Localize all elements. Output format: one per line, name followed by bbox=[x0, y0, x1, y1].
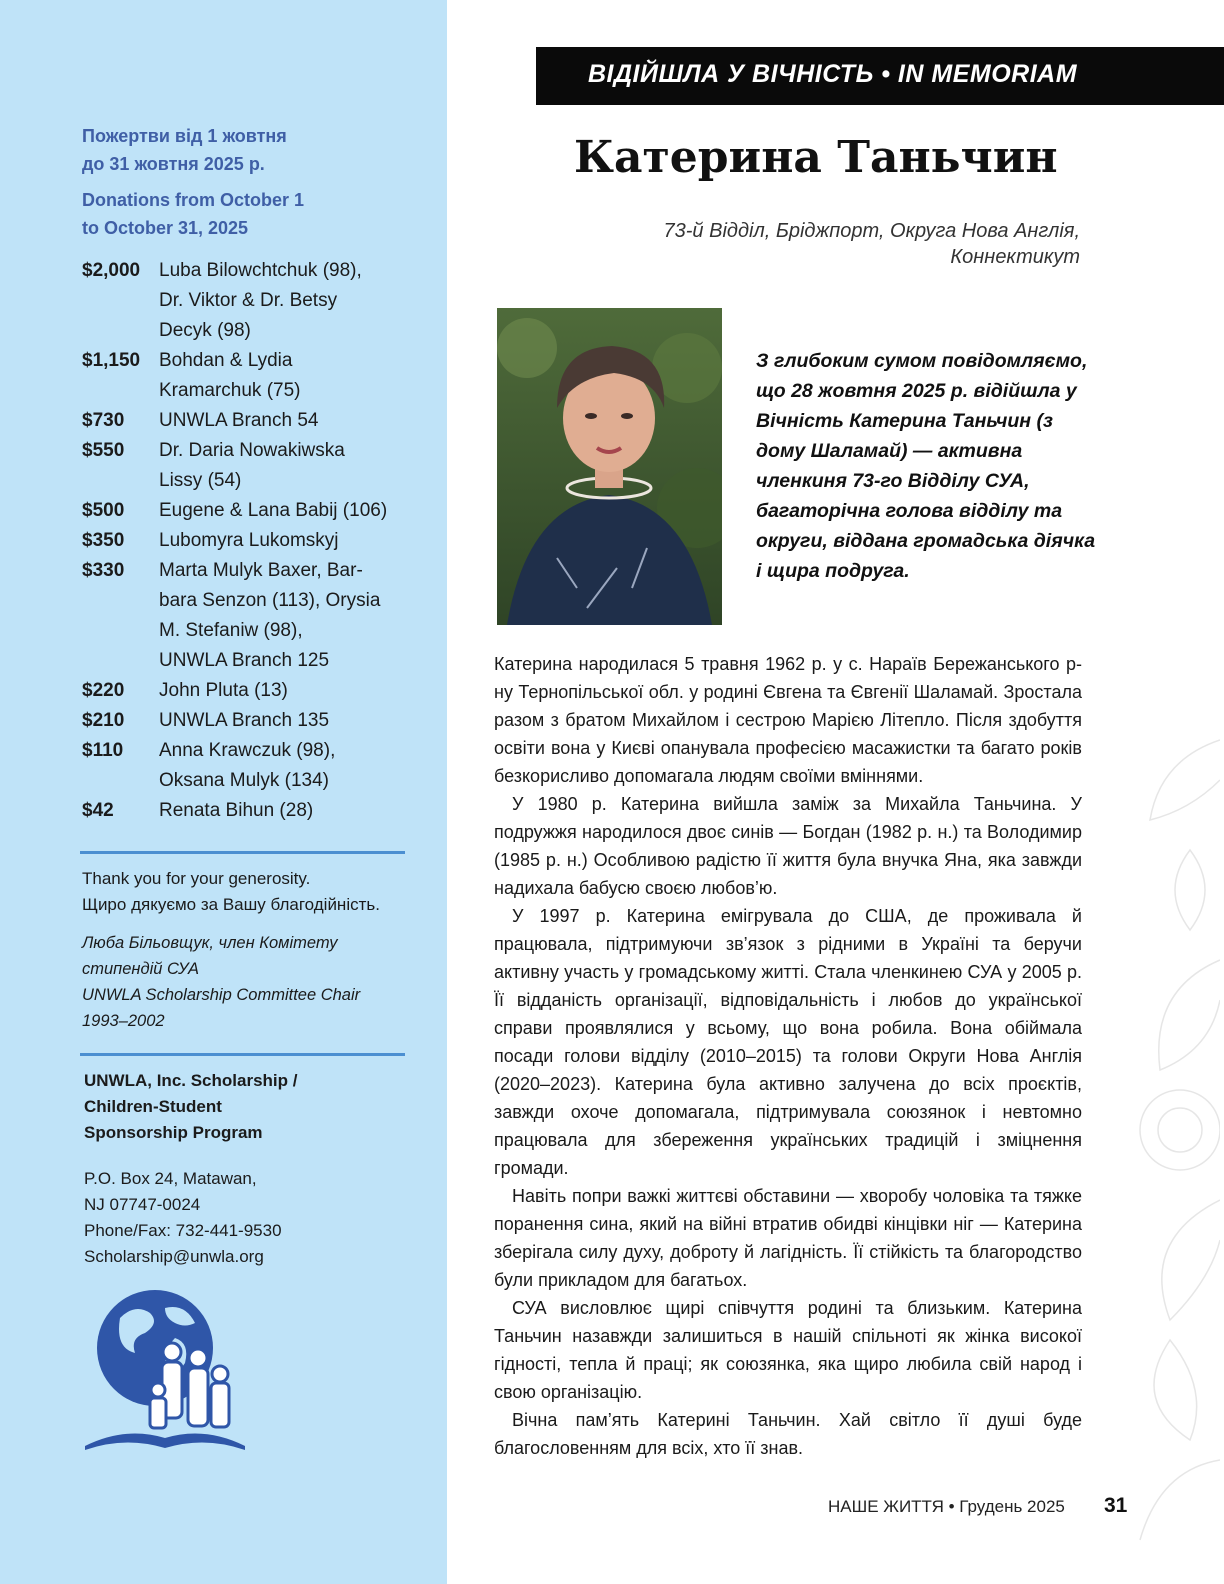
donation-row bbox=[82, 346, 422, 406]
section-banner: ВІДІЙШЛА У ВІЧНІСТЬ • IN MEMORIAM bbox=[536, 47, 1224, 105]
donation-row bbox=[82, 706, 422, 736]
donor-names bbox=[159, 436, 422, 496]
donation-row bbox=[82, 256, 422, 346]
donation-amount: $220 bbox=[82, 680, 125, 701]
donor-name-line: Dr. Viktor & Dr. Betsy bbox=[159, 290, 338, 311]
portrait-photo bbox=[497, 308, 722, 625]
page-number: 31 bbox=[1104, 1494, 1128, 1517]
program-name: UNWLA, Inc. Scholarship / Children-Student Sponsorship Program bbox=[84, 1071, 298, 1142]
donation-row bbox=[82, 526, 422, 556]
donor-name-line: Decyk (98) bbox=[159, 320, 251, 341]
donor-names bbox=[159, 256, 422, 346]
article-paragraph: Навіть попри важкі життєві обставини — хворобу чоловіка та тяжке поранення сина, який на війні втратив обидві кінцівки ніг — Катерина зберігала силу духу, доброту й лагідність. Її стійкість та благородство були прикладом для багатьох. bbox=[494, 1186, 1082, 1290]
donations-heading-en: Donations from October 1 to October 31, 2025 bbox=[82, 190, 305, 238]
donor-name-line: Dr. Daria Nowakiwska bbox=[159, 440, 345, 461]
unwla-scholarship-logo-icon bbox=[80, 1278, 250, 1458]
donor-names bbox=[159, 526, 422, 556]
article-paragraph: Вічна пам’ять Катерині Таньчин. Хай світло її душі буде благословенням для всіх, хто її знав. bbox=[494, 1410, 1082, 1458]
article-paragraph: У 1997 р. Катерина емігрувала до США, де проживала й працювала, підтримуючи зв’язок з рідними в Україні та беручи активну участь у громадському житті. Стала членкинею СУА у 2005 р. Її відданість організації, відповідальність і любов до української справи проявлялися у всьому, що вона робила. Вона обіймала посади голови відділу (2010–2015) та голови Округи Нова Англія (2020–2023). Катерина була активно залучена до всіх проєктів, завжди охоче допомагала, підтримувала союзянок і невтомно працювала для збереження українських традицій і зміцнення громади. bbox=[494, 906, 1082, 1178]
article-paragraph: СУА висловлює щирі співчуття родині та близьким. Катерина Таньчин назавжди залишиться в нашій спільноті як жінка високої гідності, тепла й праці; як союзянка, яка щиро любила свій народ і свою організацію. bbox=[494, 1298, 1082, 1402]
donor-name-line: UNWLA Branch 135 bbox=[159, 710, 330, 731]
donor-names bbox=[159, 346, 422, 406]
donor-names bbox=[159, 676, 422, 706]
donor-name-line: Renata Bihun (28) bbox=[159, 800, 314, 821]
donor-name-line: Anna Krawczuk (98), bbox=[159, 740, 336, 761]
donor-name-line: Lissy (54) bbox=[159, 470, 242, 491]
donation-amount: $42 bbox=[82, 800, 114, 821]
donor-name-line: Marta Mulyk Baxer, Bar- bbox=[159, 560, 363, 581]
donation-amount: $350 bbox=[82, 530, 125, 551]
donation-row bbox=[82, 676, 422, 706]
donor-names bbox=[159, 496, 422, 526]
donor-names bbox=[159, 406, 422, 436]
donor-name-line: UNWLA Branch 54 bbox=[159, 410, 319, 431]
donation-amount: $110 bbox=[82, 740, 124, 761]
article-paragraph: Катерина народилася 5 травня 1962 р. у с. Нараїв Бережанського р-ну Тернопільської обл. у родині Євгена та Євгенії Шаламай. Зростала разом з братом Михайлом і сестрою Марією Літепло. Після здобуття освіти вона у Києві опанувала професією масажистки та багато років безкорисливо допомагала людям своїми вміннями. bbox=[494, 654, 1082, 786]
donation-amount: $500 bbox=[82, 500, 125, 521]
thanks-note: Thank you for your generosity. Щиро дякуємо за Вашу благодійність. bbox=[82, 869, 380, 914]
donation-amount: $550 bbox=[82, 440, 125, 461]
signature: Люба Більовщук, член Комітету стипендій СУА UNWLA Scholarship Committee Chair 1993–2002 bbox=[82, 934, 361, 1030]
email-link[interactable]: Scholarship@unwla.org bbox=[84, 1247, 264, 1266]
donation-row bbox=[82, 406, 422, 436]
donor-name-line: Kramarchuk (75) bbox=[159, 380, 301, 401]
donation-amount: $730 bbox=[82, 410, 125, 431]
donation-amount: $2,000 bbox=[82, 260, 141, 281]
donor-names bbox=[159, 796, 422, 826]
donor-name-line: Lubomyra Lukomskyj bbox=[159, 530, 339, 551]
donor-names bbox=[159, 556, 422, 676]
donation-amount: $330 bbox=[82, 560, 125, 581]
donation-row bbox=[82, 796, 422, 826]
branch-location: 73-й Відділ, Бріджпорт, Округа Нова Англія, Коннектикут bbox=[663, 220, 1080, 268]
donor-name-line: Eugene & Lana Babij (106) bbox=[159, 500, 388, 521]
donations-list bbox=[82, 256, 422, 826]
floral-background-icon bbox=[1070, 700, 1220, 1560]
donor-name-line: Luba Bilowchtchuk (98), bbox=[159, 260, 362, 281]
donations-sidebar bbox=[0, 0, 447, 1584]
donor-name-line: Bohdan & Lydia bbox=[159, 350, 293, 371]
donor-name-line: M. Stefaniw (98), bbox=[159, 620, 303, 641]
donor-name-line: Oksana Mulyk (134) bbox=[159, 770, 330, 791]
footer-magazine: НАШЕ ЖИТТЯ • Грудень 2025 bbox=[828, 1497, 1065, 1516]
lead-paragraph: З глибоким сумом повідомляємо, що 28 жовтня 2025 р. відійшла у Вічність Катерина Таньчин (з дому Шаламай) — активна членкиня 73-го Відділу СУА, багаторічна голова відділу та округи, віддана громадська діячка і щира подруга. bbox=[756, 350, 1096, 582]
donation-amount: $210 bbox=[82, 710, 125, 731]
donation-amount: $1,150 bbox=[82, 350, 141, 371]
donation-row bbox=[82, 496, 422, 526]
donor-name-line: bara Senzon (113), Orysia bbox=[159, 590, 381, 611]
page-title: Катерина Таньчин bbox=[574, 132, 1058, 183]
article-paragraph: У 1980 р. Катерина вийшла заміж за Михайла Таньчина. У подружжя народилося двоє синів — Богдан (1982 р. н.) та Володимир (1985 р. н.) Особливою радістю її життя була внучка Яна, яка завжди надихала бабусю своєю любов’ю. bbox=[494, 794, 1082, 898]
donor-name-line: John Pluta (13) bbox=[159, 680, 288, 701]
donor-name-line: UNWLA Branch 125 bbox=[159, 650, 330, 671]
donor-names bbox=[159, 706, 422, 736]
donation-row bbox=[82, 736, 422, 796]
donation-row bbox=[82, 556, 422, 676]
donor-names bbox=[159, 736, 422, 796]
donations-heading-uk: Пожертви від 1 жовтня до 31 жовтня 2025 р. bbox=[82, 126, 287, 174]
donation-row bbox=[82, 436, 422, 496]
program-address: P.O. Box 24, Matawan, NJ 07747-0024 Phone/Fax: 732-441-9530 Scholarship@unwla.org bbox=[84, 1166, 282, 1270]
article-body bbox=[494, 650, 1082, 1462]
divider bbox=[80, 851, 405, 854]
divider bbox=[80, 1053, 405, 1056]
